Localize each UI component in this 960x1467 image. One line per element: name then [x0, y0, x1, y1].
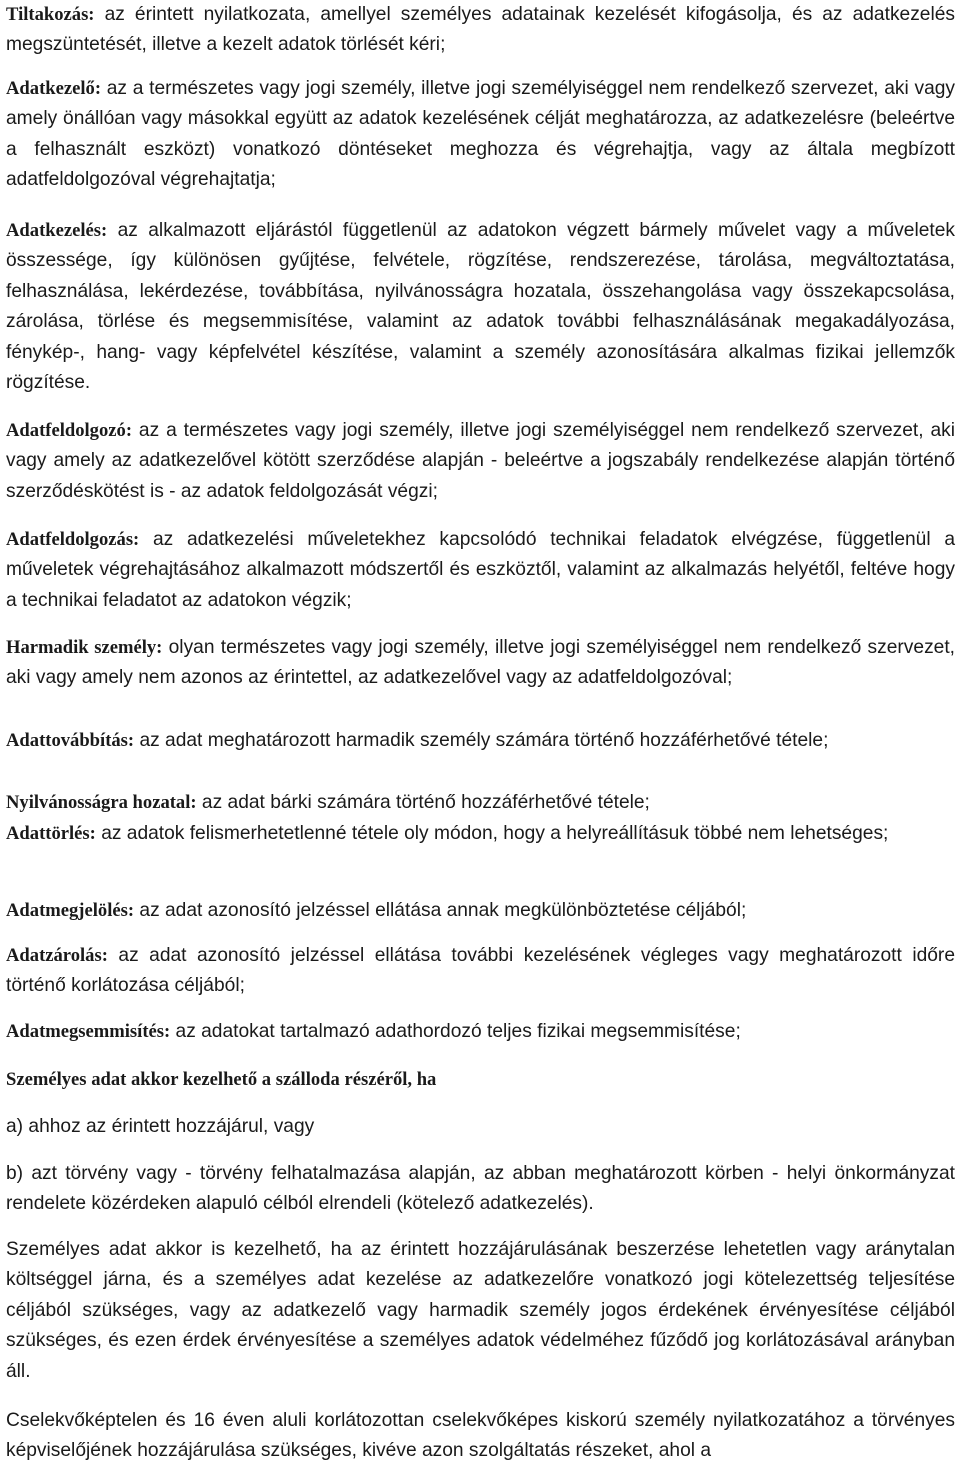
section-heading: Személyes adat akkor kezelhető a szálloda részéről, ha: [6, 1069, 437, 1090]
definition-text: az alkalmazott eljárástól függetlenül az adatokon végzett bármely művelet vagy a műveletek összessége, így különösen gyűjtése, felvétele, rögzítése, rendszerezése, tárolása, megváltoztatása, felhasználása, lekérdezése, továbbítása, nyilvánosságra hozatala, összehangolása vagy összekapcsolása, zárolása, törlése és megsemmisítése, valamint az adatok további felhasználásának megakadályozása, fénykép-, hang- vagy képfelvétel készítése, valamint a személy azonosítására alkalmas fizikai jellemzők rögzítése.: [6, 220, 955, 394]
definition-term: Adattovábbítás:: [6, 730, 135, 751]
definition-term: Adatkezelés:: [6, 220, 108, 241]
definition-term: Nyilvánosságra hozatal:: [6, 792, 197, 813]
definition-term: Tiltakozás:: [6, 4, 95, 25]
definition-text: az adatok felismerhetetlenné tétele oly módon, hogy a helyreállításuk többé nem lehetséges;: [95, 823, 889, 844]
list-item: a) ahhoz az érintett hozzájárul, vagy: [6, 1116, 315, 1137]
definition-adatzarolas: [6, 941, 955, 1002]
definition-text: az adat bárki számára történő hozzáférhetővé tétele;: [196, 792, 650, 813]
definition-term: Adatmegjelölés:: [6, 900, 135, 921]
definition-term: Adatzárolás:: [6, 945, 108, 966]
definition-text: olyan természetes vagy jogi személy, illetve jogi személyiséggel nem rendelkező szervezet, aki vagy amely nem azonos az érintettel, az adatkezelővel vagy az adatfeldolgozóval;: [6, 637, 956, 689]
definition-text: az a természetes vagy jogi személy, illetve jogi személyiséggel nem rendelkező szervezet, aki vagy amely az adatkezelővel kötött szerződése alapján - beleértve a jogszabály rendelkezése alapján történő szerződéskötést is - az adatok feldolgozását végzi;: [6, 420, 955, 502]
definition-text: az adatkezelési műveletekhez kapcsolódó technikai feladatok elvégzése, függetlenül a műveletek végrehajtásához alkalmazott módszertől és eszköztől, valamint az alkalmazás helyétől, feltéve hogy a technikai feladatot az adatokon végzik;: [6, 529, 955, 611]
definition-adatmegsemmisites: [6, 1017, 955, 1047]
definition-harmadik-szemely: [6, 633, 955, 694]
definition-text: az érintett nyilatkozata, amellyel személyes adatainak kezelését kifogásolja, és az adatkezelés megszüntetését, illetve a kezelt adatok törlését kéri;: [6, 4, 955, 56]
definition-adatkezeles: [6, 216, 955, 398]
definition-tiltakozas: [6, 0, 955, 61]
definition-term: Adatmegsemmisítés:: [6, 1021, 171, 1042]
list-item: b) azt törvény vagy - törvény felhatalmazása alapján, az abban meghatározott körben - helyi önkormányzat rendelete közérdeken alapuló célból elrendeli (kötelező adatkezelés).: [6, 1163, 955, 1215]
definition-adatkezelo: [6, 74, 955, 196]
definition-adatmegjeloles: [6, 896, 955, 926]
definition-text: az a természetes vagy jogi személy, illetve jogi személyiséggel nem rendelkező szervezet, aki vagy amely önállóan vagy másokkal együtt az adatok kezelésének célját meghatározza, az adatkezelésre (beleértve a felhasznált eszközt) vonatkozó döntéseket meghozza és végrehajtja, vagy az általa megbízott adatfeldolgozóval végrehajtatja;: [6, 78, 955, 191]
definition-adatfeldolgozo: [6, 416, 955, 507]
definition-text: az adatokat tartalmazó adathordozó teljes fizikai megsemmisítése;: [170, 1021, 741, 1042]
definition-text: az adat meghatározott harmadik személy számára történő hozzáférhetővé tétele;: [134, 730, 829, 751]
body-paragraph: Személyes adat akkor is kezelhető, ha az érintett hozzájárulásának beszerzése lehetetlen vagy aránytalan költséggel járna, és a személyes adat kezelése az adatkezelőre vonatkozó jogi kötelezettség teljesítése céljából szükséges, vagy az adatkezelő vagy harmadik személy jogos érdekének érvényesítése céljából szükséges, és ezen érdek érvényesítése a személyes adatok védelméhez fűződő jog korlátozásával arányban áll.: [6, 1239, 955, 1382]
definition-term: Adatfeldolgozó:: [6, 420, 133, 441]
body-paragraph: Cselekvőképtelen és 16 éven aluli korlátozottan cselekvőképes kiskorú személy nyilatkozatához a törvényes képviselőjének hozzájárulása szükséges, kivéve azon szolgáltatás részeket, ahol a: [6, 1410, 955, 1462]
definition-text: az adat azonosító jelzéssel ellátása annak megkülönböztetése céljából;: [134, 900, 747, 921]
definition-adattorles: [6, 819, 955, 849]
definition-text: az adat azonosító jelzéssel ellátása további kezelésének végleges vagy meghatározott időre történő korlátozása céljából;: [6, 945, 955, 997]
definition-term: Adatkezelő:: [6, 78, 102, 99]
definition-nyilvanossagra-hozatal: [6, 788, 955, 818]
definition-term: Adattörlés:: [6, 823, 96, 844]
definition-term: Adatfeldolgozás:: [6, 529, 140, 550]
definition-adatfeldolgozas: [6, 525, 955, 616]
definition-adattovabbitas: [6, 726, 955, 756]
definition-term: Harmadik személy:: [6, 637, 163, 658]
